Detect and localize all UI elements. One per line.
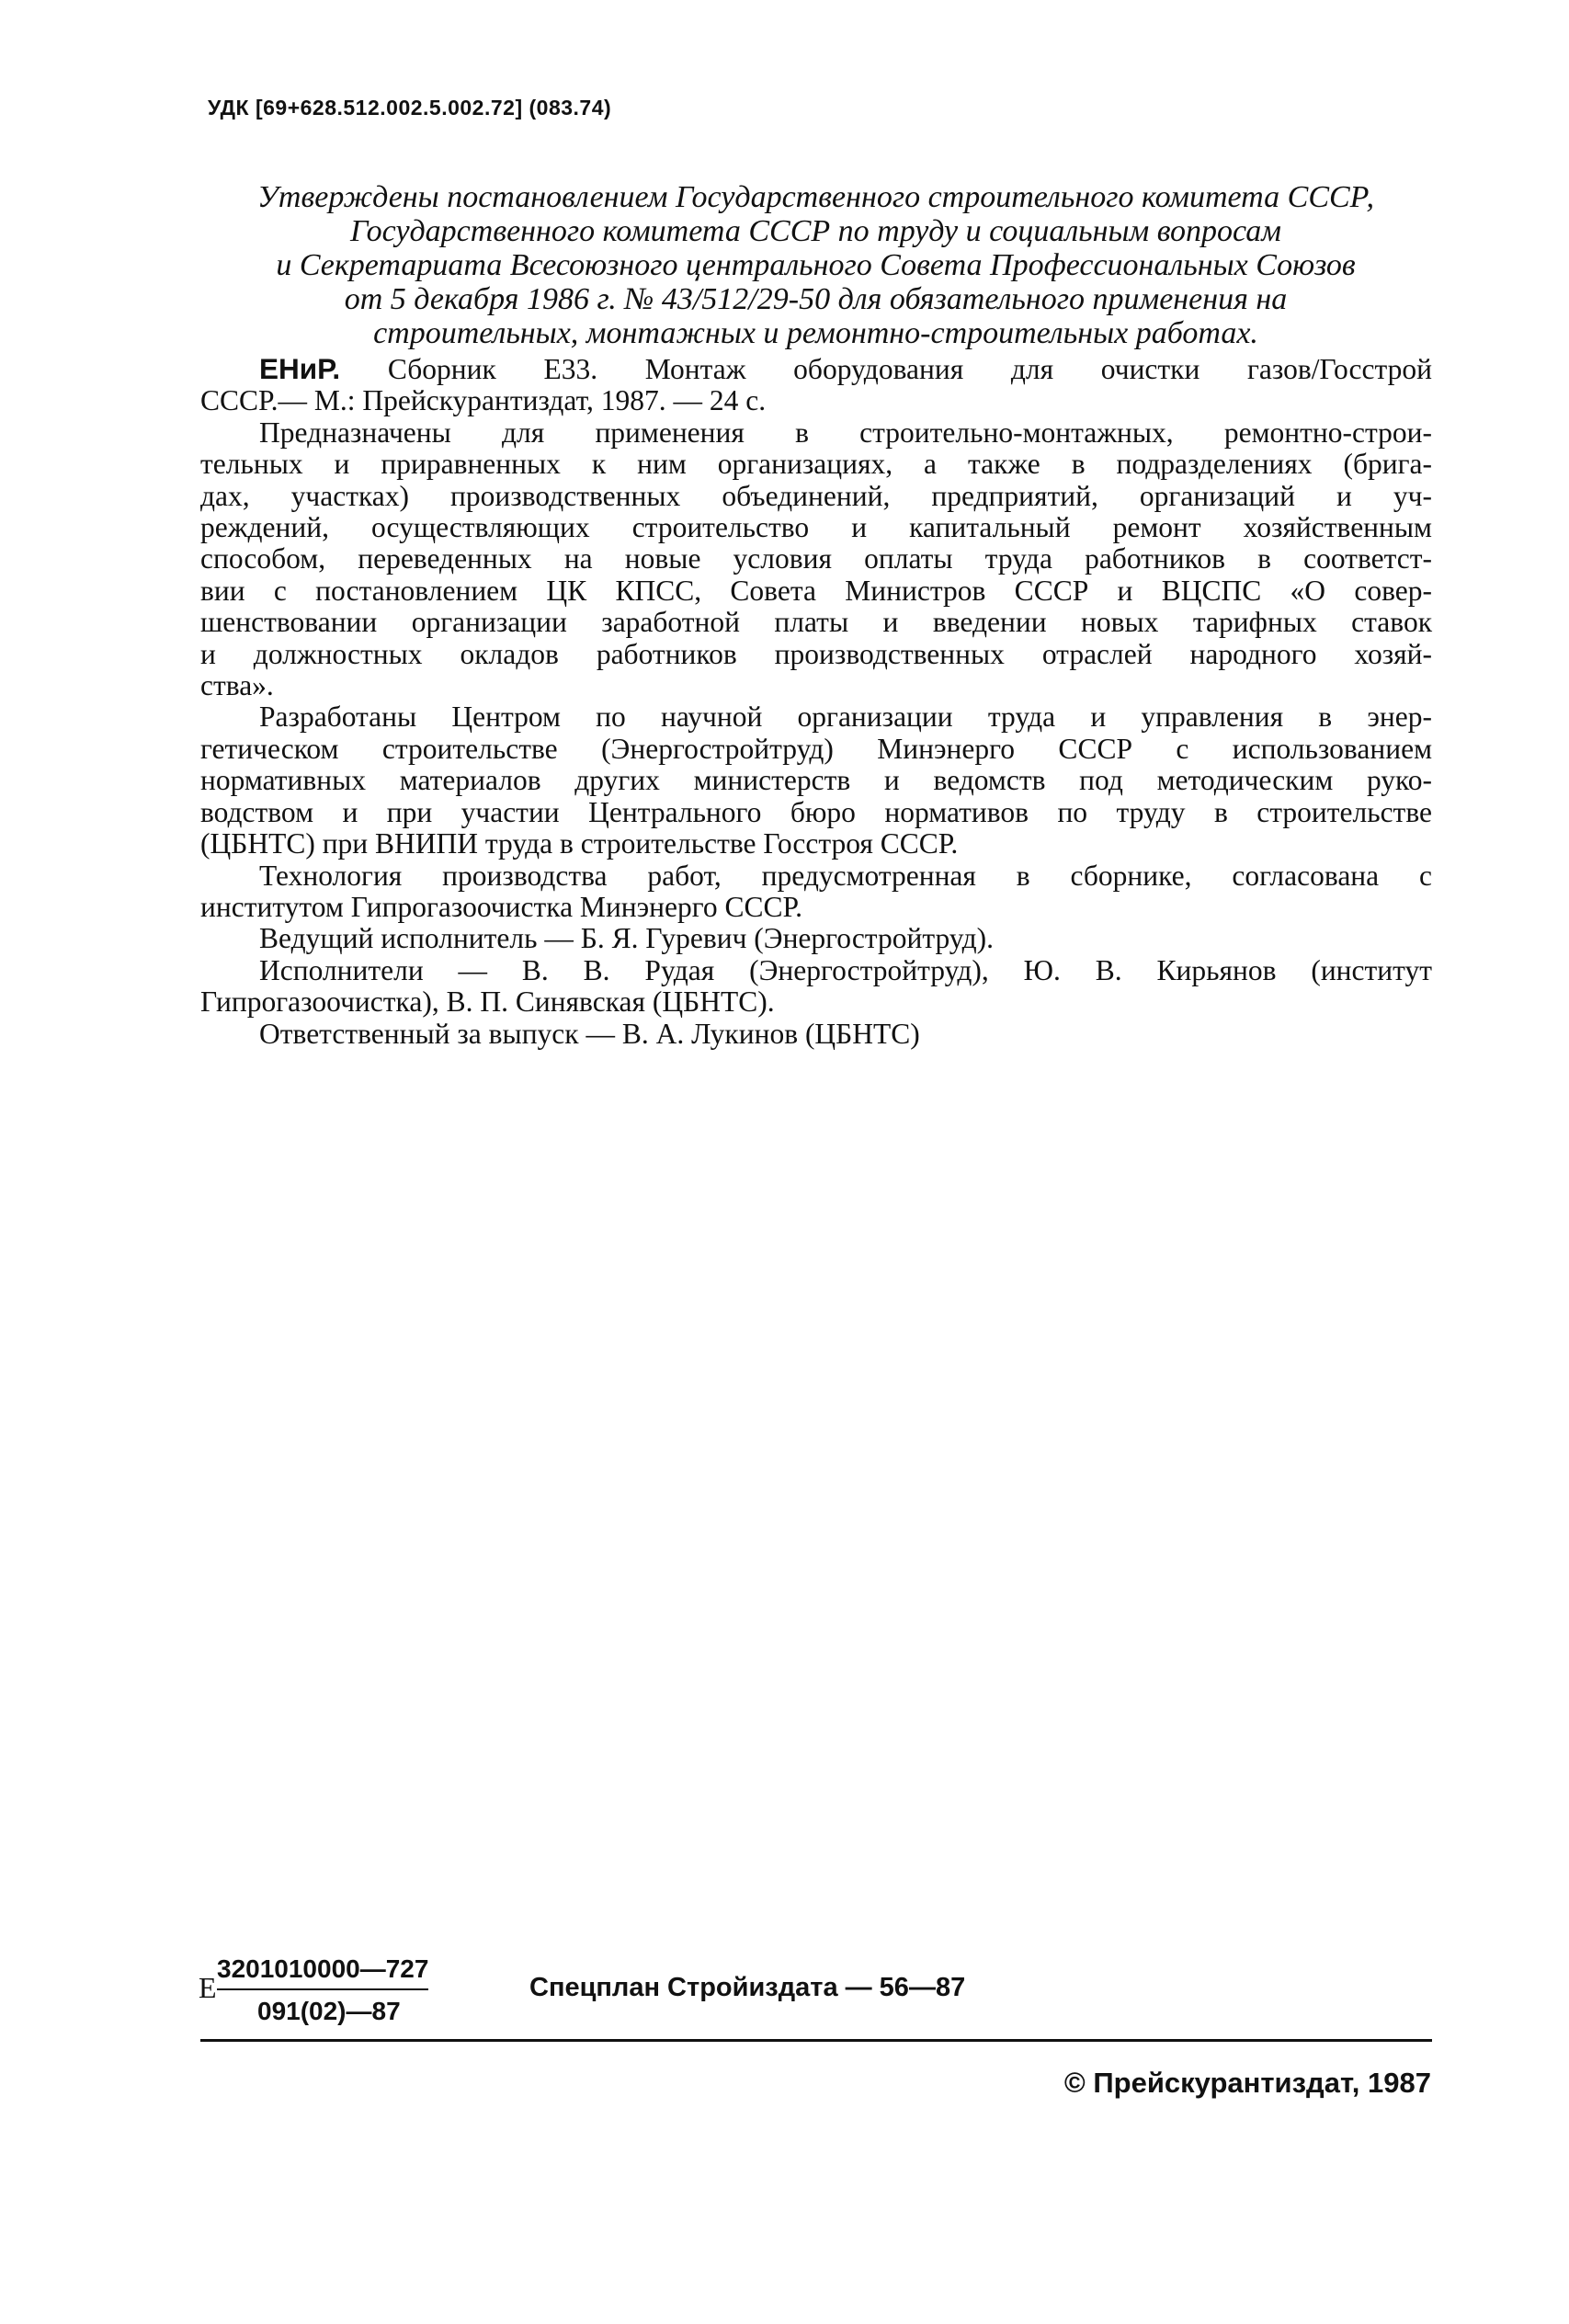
developed-line: (ЦБНТС) при ВНИПИ труда в строительстве Госстроя СССР. [200,827,959,860]
responsible-line: Ответственный за выпуск — В. А. Лукинов (ЦБНТС) [259,1017,920,1050]
bibliography-paragraph [200,353,1432,417]
responsible-paragraph [200,1019,1432,1050]
executors-paragraph [200,955,1432,1019]
developed-paragraph [200,701,1432,860]
purpose-line: тельных и приравненных к ним организациях, а также в подразделениях (брига- [200,448,1432,481]
approval-line: Государственного комитета СССР по труду и социальным вопросам [350,214,1281,248]
lead-executor-paragraph [200,923,1432,954]
code-denominator: 091(02)—87 [257,1997,401,2025]
approval-statement [198,180,1434,350]
purpose-line: шенствовании организации заработной платы и введении новых тарифных ставок [200,606,1432,639]
code-prefix: Е [199,1971,217,2004]
purpose-line: способом, переведенных на новые условия оплаты труда работников в соответст- [200,542,1432,575]
technology-line: институтом Гипрогазоочистка Минэнерго СССР. [200,890,803,923]
bibliography-line [200,353,1432,385]
divider-line [200,2039,1432,2042]
developed-line: гетическом строительстве (Энергостройтруд) Минэнерго СССР с использованием [200,732,1432,765]
approval-line: и Секретариата Всесоюзного центрального Совета Профессиональных Союзов [276,248,1356,282]
enir-label: ЕНиР. [259,352,341,385]
developed-line: Разработаны Центром по научной организации труда и управления в энер- [259,701,1432,734]
purpose-line: и должностных окладов работников производственных отраслей народного хозяй- [200,637,1432,670]
bibliography-line: СССР.— М.: Прейскурантиздат, 1987. — 24 с. [200,384,767,417]
purpose-line: дах, участках) производственных объединений, предприятий, организаций и уч- [200,479,1432,512]
technology-paragraph [200,860,1432,924]
approval-line: от 5 декабря 1986 г. № 43/512/29-50 для обязательного применения на [344,282,1288,316]
approval-line: строительных, монтажных и ремонтно-строительных работах. [373,316,1258,350]
developed-line: нормативных материалов других министерств и ведомств под методическим руко- [200,764,1432,797]
purpose-line: вии с постановлением ЦК КПСС, Совета Министров СССР и ВЦСПС «О совер- [200,574,1432,607]
bibliography-title: Сборник Е33. Монтаж оборудования для очистки газов/Госстрой [340,353,1432,385]
lead-executor-line: Ведущий исполнитель — Б. Я. Гуревич (Энергостройтруд). [259,922,994,955]
purpose-line: ства». [200,669,274,702]
code-numerator: 3201010000—727 [217,1954,428,1990]
purpose-paragraph [200,417,1432,702]
udk-code: УДК [69+628.512.002.5.002.72] (083.74) [208,96,612,120]
technology-line: Технология производства работ, предусмотренная в сборнике, согласована с [259,859,1432,892]
executors-line: Гипрогазоочистка), В. П. Синявская (ЦБНТС). [200,985,775,1019]
purpose-line: Предназначены для применения в строительно-монтажных, ремонтно-строи- [259,416,1432,449]
specplan-note: Спецплан Стройиздата — 56—87 [529,1973,966,2002]
copyright-notice: © Прейскурантиздат, 1987 [1063,2067,1431,2099]
executors-line: Исполнители — В. В. Рудая (Энергостройтруд), Ю. В. Кирьянов (институт [259,953,1432,986]
approval-line: Утверждены постановлением Государственного строительного комитета СССР, [257,180,1374,214]
purpose-line: реждений, осуществляющих строительство и капитальный ремонт хозяйственным [200,511,1432,544]
body-text [200,353,1432,1050]
developed-line: водством и при участии Центрального бюро нормативов по труду в строительстве [200,795,1432,828]
